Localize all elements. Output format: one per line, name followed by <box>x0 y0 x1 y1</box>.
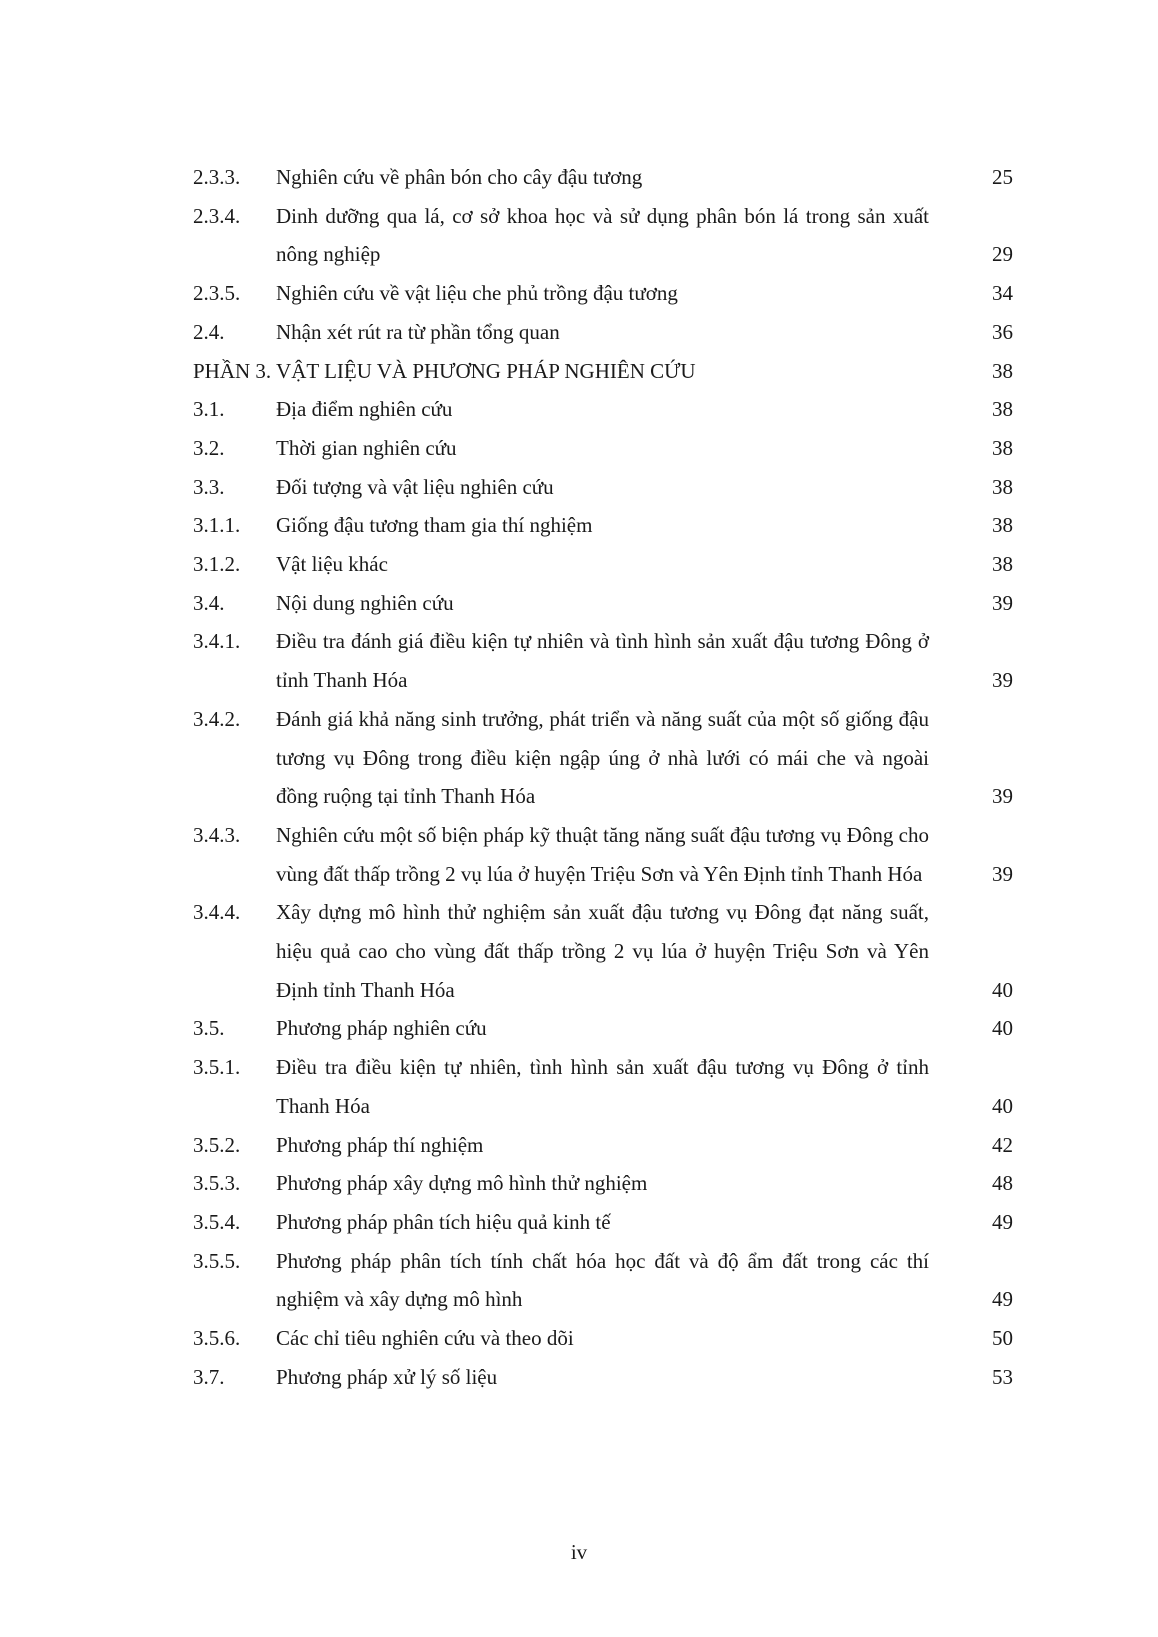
toc-page: 38 <box>992 358 1013 383</box>
toc-page: 39 <box>992 590 1013 615</box>
toc-title: Điều tra điều kiện tự nhiên, tình hình sản xuất đậu tương vụ Đông ở tỉnh Thanh Hóa <box>276 1055 929 1118</box>
toc-page: 38 <box>992 474 1013 499</box>
toc-page: 40 <box>992 977 1013 1002</box>
toc-number: 3.4.1. <box>193 629 241 654</box>
toc-title: Xây dựng mô hình thử nghiệm sản xuất đậu tương vụ Đông đạt năng suất, hiệu quả cao cho vùng đất thấp trồng 2 vụ lúa ở huyện Triệu Sơn và Yên Định tỉnh Thanh Hóa <box>276 900 929 1002</box>
toc-number: 3.5.4. <box>193 1209 241 1234</box>
toc-title: Nghiên cứu một số biện pháp kỹ thuật tăng năng suất đậu tương vụ Đông cho vùng đất thấp trồng 2 vụ lúa ở huyện Triệu Sơn và Yên Định tỉnh Thanh Hóa <box>276 822 929 886</box>
toc-page: 25 <box>992 165 1013 189</box>
toc-page: 42 <box>992 1132 1013 1157</box>
toc-title: Điều tra đánh giá điều kiện tự nhiên và tình hình sản xuất đậu tương Đông ở tỉnh Thanh Hóa <box>276 629 929 693</box>
toc-entry <box>193 1048 1013 1125</box>
toc-page: 49 <box>992 1209 1013 1234</box>
toc-page: 48 <box>992 1171 1013 1196</box>
toc-number: 3.1. <box>193 397 225 422</box>
toc-number: 3.1.1. <box>193 513 241 538</box>
toc-entry <box>193 1319 1013 1358</box>
toc-title: Đối tượng và vật liệu nghiên cứu <box>276 474 554 499</box>
toc-entry <box>193 622 1013 699</box>
toc-page: 38 <box>992 397 1013 422</box>
toc-page: 49 <box>992 1287 1013 1312</box>
toc-entry <box>193 700 1013 816</box>
toc-title: Phương pháp phân tích tính chất hóa học đất và độ ẩm đất trong các thí nghiệm và xây dựng mô hình <box>276 1248 929 1312</box>
toc-number: 3.1.2. <box>193 552 241 577</box>
toc-entry <box>193 816 1013 893</box>
toc-title: PHẦN 3. VẬT LIỆU VÀ PHƯƠNG PHÁP NGHIÊN CỨU <box>193 358 696 383</box>
toc-page: 29 <box>992 242 1013 267</box>
toc-number: 3.3. <box>193 474 225 499</box>
toc-entry <box>193 468 1013 507</box>
toc-page: 34 <box>992 281 1013 306</box>
toc-number: 2.3.3. <box>193 165 241 189</box>
toc-entry <box>193 197 1013 274</box>
toc-number: 3.5.2. <box>193 1132 241 1157</box>
toc-title: Nội dung nghiên cứu <box>276 590 454 615</box>
toc-title: Giống đậu tương tham gia thí nghiệm <box>276 513 593 538</box>
page-number: iv <box>570 1540 588 1564</box>
toc-title: Nghiên cứu về vật liệu che phủ trồng đậu tương <box>276 281 678 306</box>
toc-entry <box>193 1164 1013 1203</box>
toc-entry <box>193 390 1013 429</box>
toc-title: Thời gian nghiên cứu <box>276 435 457 460</box>
toc-title: Phương pháp xây dựng mô hình thử nghiệm <box>276 1171 648 1196</box>
toc-number: 3.7. <box>193 1364 225 1389</box>
toc-title: Địa điểm nghiên cứu <box>276 397 453 422</box>
toc-title: Nghiên cứu về phân bón cho cây đậu tương <box>276 165 643 189</box>
toc-number: 3.5.1. <box>193 1055 241 1080</box>
toc-number: 3.4.3. <box>193 822 241 847</box>
toc-page: 39 <box>992 861 1013 886</box>
toc-number: 3.5.6. <box>193 1326 241 1351</box>
toc-number: 3.4.2. <box>193 706 241 731</box>
toc-page: 40 <box>992 1093 1013 1118</box>
toc-page: 38 <box>992 552 1013 577</box>
toc-number: 2.3.5. <box>193 281 241 306</box>
toc-title: Phương pháp thí nghiệm <box>276 1132 484 1157</box>
toc-title: Phương pháp nghiên cứu <box>276 1016 487 1041</box>
toc-number: 3.5.3. <box>193 1171 241 1196</box>
toc-page: 38 <box>992 435 1013 460</box>
toc-page: 39 <box>992 784 1013 809</box>
toc-page: 53 <box>992 1364 1013 1389</box>
toc-number: 3.5. <box>193 1016 225 1041</box>
toc-part-heading <box>193 352 1013 391</box>
toc-page: 38 <box>992 513 1013 538</box>
toc-entry <box>193 1009 1013 1048</box>
toc-title: Các chỉ tiêu nghiên cứu và theo dõi <box>276 1326 574 1351</box>
toc-entry <box>193 274 1013 313</box>
toc-title: Phương pháp xử lý số liệu <box>276 1364 498 1389</box>
toc-page: 50 <box>992 1326 1013 1351</box>
toc-title: Dinh dưỡng qua lá, cơ sở khoa học và sử dụng phân bón lá trong sản xuất nông nghiệp <box>276 203 929 267</box>
toc-title: Đánh giá khả năng sinh trưởng, phát triển và năng suất của một số giống đậu tương vụ Đông trong điều kiện ngập úng ở nhà lưới có mái che và ngoài đồng ruộng tại tỉnh Thanh Hóa <box>276 706 929 809</box>
toc-page: 40 <box>992 1016 1013 1041</box>
toc-number: 3.4. <box>193 590 225 615</box>
toc-entry <box>193 545 1013 584</box>
toc-entry <box>193 429 1013 468</box>
toc-entry <box>193 893 1013 1009</box>
toc-number: 3.2. <box>193 435 225 460</box>
toc-entry <box>193 584 1013 623</box>
table-of-contents <box>193 158 1013 1397</box>
toc-entry <box>193 1358 1013 1397</box>
toc-page: 36 <box>992 319 1013 344</box>
toc-entry <box>193 313 1013 352</box>
toc-entry <box>193 1126 1013 1165</box>
toc-page: 39 <box>992 668 1013 693</box>
toc-number: 3.4.4. <box>193 900 241 925</box>
toc-entry <box>193 506 1013 545</box>
toc-title: Vật liệu khác <box>276 552 388 577</box>
toc-title: Nhận xét rút ra từ phần tổng quan <box>276 319 560 344</box>
toc-entry <box>193 1203 1013 1242</box>
toc-number: 3.5.5. <box>193 1248 241 1273</box>
toc-entry <box>193 158 1013 197</box>
toc-number: 2.4. <box>193 319 225 344</box>
toc-entry <box>193 1242 1013 1319</box>
toc-title: Phương pháp phân tích hiệu quả kinh tế <box>276 1209 611 1234</box>
toc-number: 2.3.4. <box>193 203 241 228</box>
